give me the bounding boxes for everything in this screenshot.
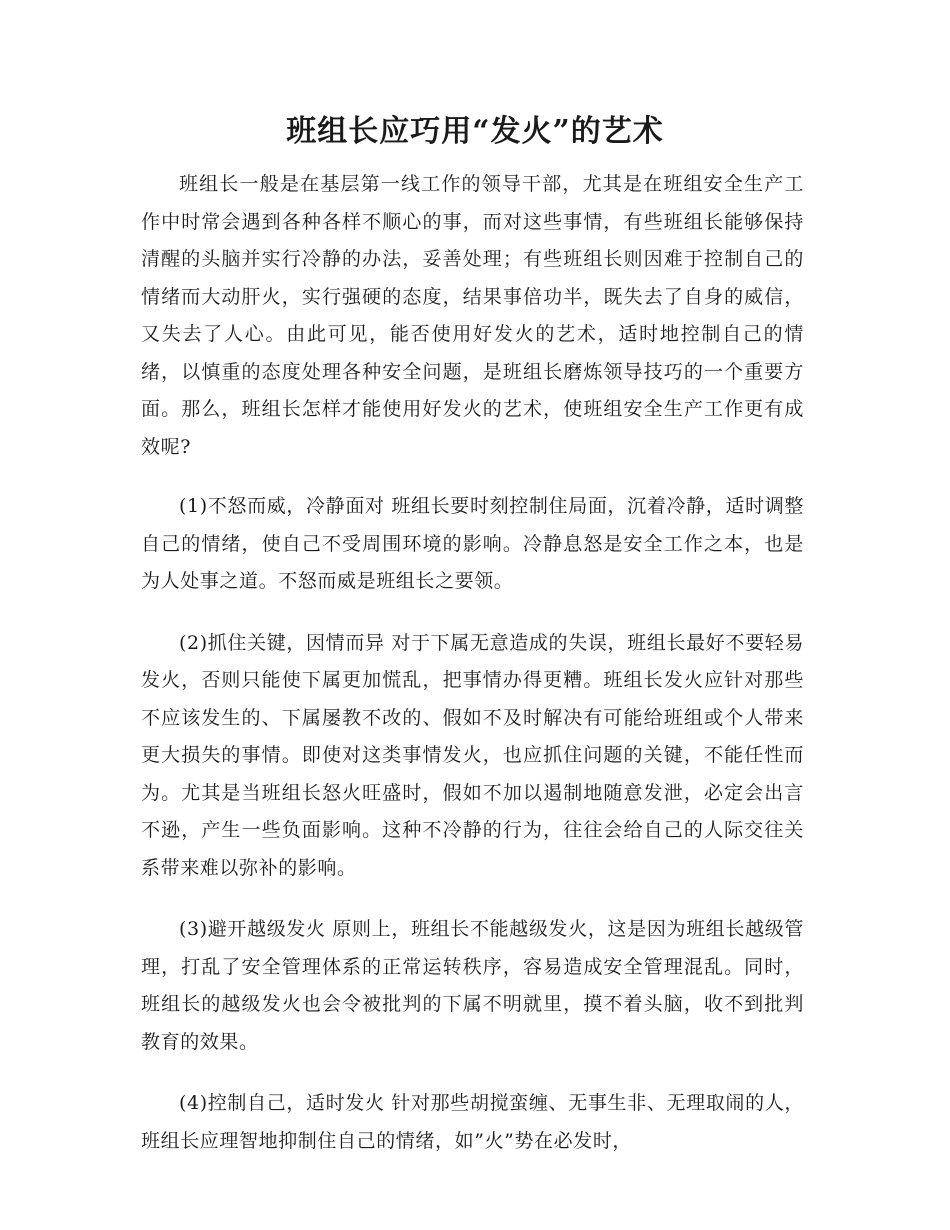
paragraph-intro: 班组长一般是在基层第一线工作的领导干部，尤其是在班组安全生产工作中时常会遇到各种各样不顺心的事，而对这些事情，有些班组长能够保持清醒的头脑并实行冷静的办法，妥善处理；有些班组长则因难于控制自己的情绪而大动肝火，实行强硬的态度，结果事倍功半，既失去了自身的威信，又失去了人心。由此可见，能否使用好发火的艺术，适时地控制自己的情绪，以慎重的态度处理各种安全问题，是班组长磨炼领导技巧的一个重要方面。那么，班组长怎样才能使用好发火的艺术，使班组安全生产工作更有成效呢? — [141, 173, 804, 458]
paragraph-point-3: (3)避开越级发火 原则上，班组长不能越级发火，这是因为班组长越级管理，打乱了安全管理体系的正常运转秩序，容易造成安全管理混乱。同时，班组长的越级发火也会令被批判的下属不明就里，摸不着头脑，收不到批判教育的效果。 — [141, 918, 804, 1053]
document-title: 班组长应巧用“发火”的艺术 — [286, 114, 664, 149]
paragraph-point-4: (4)控制自己，适时发火 针对那些胡搅蛮缠、无事生非、无理取闹的人，班组长应理智地抑制住自己的情绪，如”火”势在必发时， — [141, 1092, 804, 1152]
document-body — [141, 166, 804, 1184]
paragraph-point-2: (2)抓住关键，因情而异 对于下属无意造成的失误，班组长最好不要轻易发火，否则只能使下属更加慌乱，把事情办得更糟。班组长发火应针对那些不应该发生的、下属屡教不改的、假如不及时解决有可能给班组或个人带来更大损失的事情。即使对这类事情发火，也应抓住问题的关键，不能任性而为。尤其是当班组长怒火旺盛时，假如不加以遏制地随意发泄，必定会出言不逊，产生一些负面影响。这种不冷静的行为，往往会给自己的人际交往关系带来难以弥补的影响。 — [141, 631, 804, 879]
paragraph-point-1: (1)不怒而威，冷静面对 班组长要时刻控制住局面，沉着冷静，适时调整自己的情绪，使自己不受周围环境的影响。冷静息怒是安全工作之本，也是为人处事之道。不怒而威是班组长之要领。 — [141, 495, 804, 592]
